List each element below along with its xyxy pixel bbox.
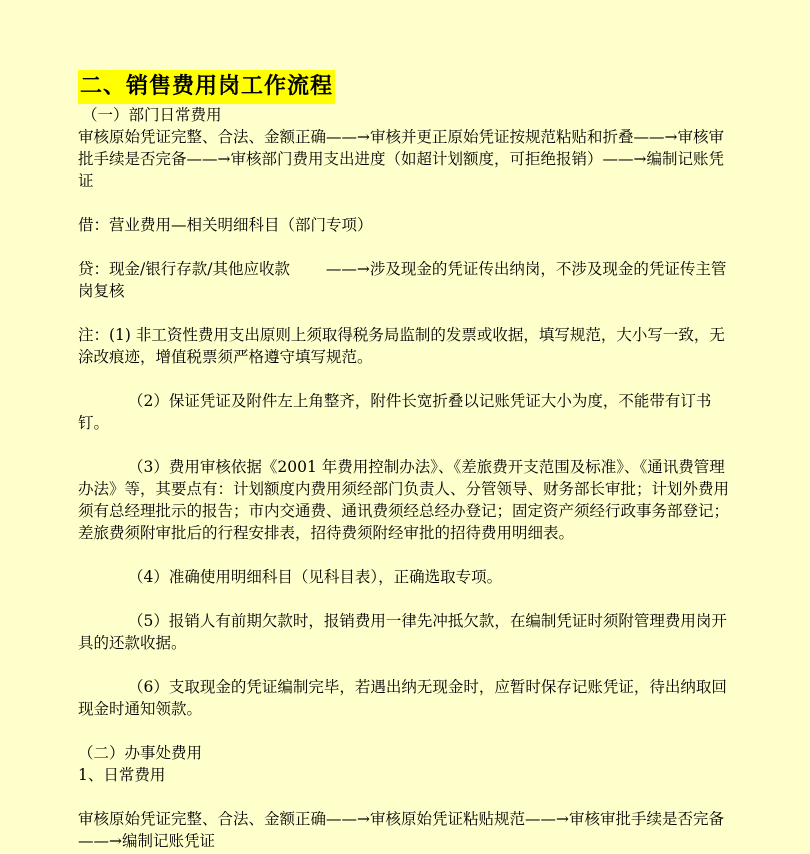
spacer [78,720,738,742]
note-4: （4）准确使用明细科目（见科目表），正确选取专项。 [128,568,503,586]
subsection-heading-1: （一）部门日常费用 [82,106,222,124]
spacer [78,368,738,390]
document-page [78,70,738,852]
process-flow-1: 审核原始凭证完整、合法、金额正确——→审核并更正原始凭证按规范粘贴和折叠——→审核审批手续是否完备——→审核部门费用支出进度（如超计划额度，可拒绝报销）——→编制记账凭证 [78,128,724,190]
note-1: 注：(1) 非工资性费用支出原则上须取得税务局监制的发票或收据，填写规范，大小写一致，无涂改痕迹，增值税票须严格遵守填写规范。 [78,326,725,366]
spacer [78,302,738,324]
spacer [78,544,738,566]
credit-entry: 贷：现金/银行存款/其他应收款 ——→涉及现金的凭证传出纳岗，不涉及现金的凭证传主管岗复核 [78,260,727,300]
sub-item-heading: 1、日常费用 [78,766,166,784]
process-flow-2: 审核原始凭证完整、合法、金额正确——→审核原始凭证粘贴规范——→审核审批手续是否完备——→编制记账凭证 [78,810,724,850]
note-2: （2）保证凭证及附件左上角整齐，附件长宽折叠以记账凭证大小为度，不能带有订书钉。 [78,392,712,432]
spacer [78,588,738,610]
subsection-heading-2: （二）办事处费用 [78,744,203,762]
spacer [78,654,738,676]
note-6: （6）支取现金的凭证编制完毕，若遇出纳无现金时，应暂时保存记账凭证，待出纳取回现金时通知领款。 [78,678,727,718]
spacer [78,434,738,456]
spacer [78,236,738,258]
note-5: （5）报销人有前期欠款时，报销费用一律先冲抵欠款，在编制凭证时须附管理费用岗开具的还款收据。 [78,612,727,652]
spacer [78,192,738,214]
spacer [78,786,738,808]
note-3: （3）费用审核依据《2001 年费用控制办法》、《差旅费开支范围及标准》、《通讯费管理办法》等，其要点有：计划额度内费用须经部门负责人、分管领导、财务部长审批；计划外费用须有总经理批示的报告；市内交通费、通讯费须经总经办登记；固定资产须经行政事务部登记；差旅费须附审批后的行程安排表，招待费须附经审批的招待费用明细表。 [78,458,730,542]
section-title: 二、销售费用岗工作流程 [78,70,335,104]
debit-entry: 借：营业费用—相关明细科目（部门专项） [78,216,373,234]
